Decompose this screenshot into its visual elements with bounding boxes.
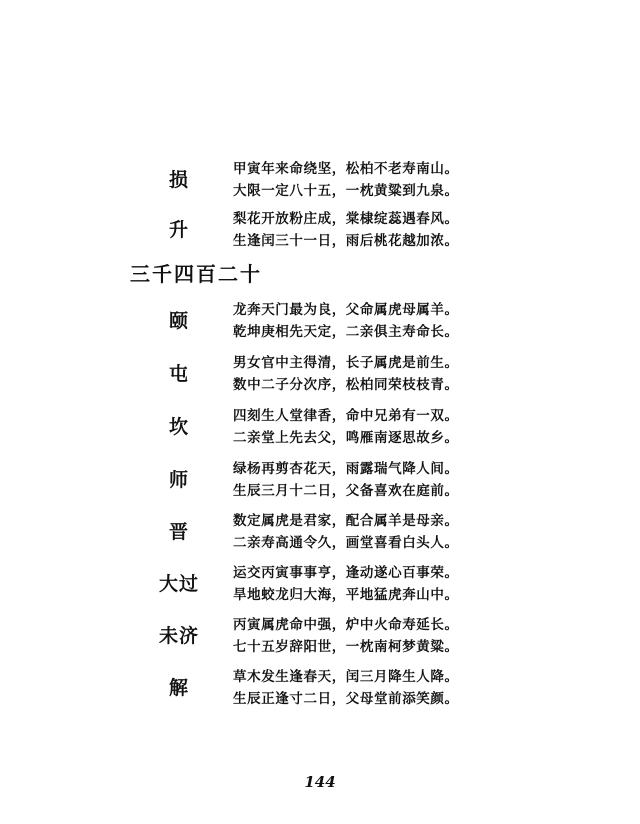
hexagram-name: 损 [168,169,189,191]
verse-line-1: 四刻生人堂律香，命中兄弟有一双。 [233,408,459,424]
verse-line-2: 数中二子分次序，松柏同荣枝枝青。 [233,377,459,393]
verse-line-2: 生逢闰三十一日，雨后桃花越加浓。 [233,233,459,249]
hexagram-name: 升 [168,219,189,241]
verse-line-2: 二亲寿高通令久，画堂喜看白头人。 [233,535,459,551]
verse-line-2: 生辰三月十二日，父备喜欢在庭前。 [233,483,459,499]
hexagram-name: 未济 [158,625,199,647]
hexagram-name: 屯 [168,363,189,385]
verse-line-2: 旱地蛟龙归大海，平地猛虎奔山中。 [233,587,459,603]
verse-line-2: 生辰正逢寸二日，父母堂前添笑颜。 [233,691,459,707]
verse-line-1: 龙奔天门最为良，父命属虎母属羊。 [233,302,459,318]
hexagram-name: 大过 [158,573,199,595]
verse-line-1: 绿杨再剪杏花天，雨露瑞气降人间。 [233,461,459,477]
verse-entry-kan [0,404,640,448]
verse-line-1: 丙寅属虎命中强，炉中火命寿延长。 [233,617,459,633]
verse-line-2: 乾坤庚相先天定，二亲俱主寿命长。 [233,324,459,340]
verse-line-2: 大限一定八十五，一枕黄粱到九泉。 [233,183,459,199]
verse-entry-sun [0,157,640,201]
hexagram-name: 解 [168,677,189,699]
verse-line-1: 甲寅年来命绕坚，松柏不老寿南山。 [233,161,459,177]
verse-entry-xie [0,665,640,709]
verse-entry-daguo [0,561,640,605]
page-number: 144 [304,773,336,791]
verse-entry-shi [0,457,640,501]
verse-line-2: 七十五岁辞阳世，一枕南柯梦黄粱。 [233,639,459,655]
verse-line-1: 梨花开放粉庄成，棠棣绽蕊遇春风。 [233,211,459,227]
hexagram-name: 坎 [168,416,189,438]
verse-line-1: 草木发生逢春天，闰三月降生人降。 [233,669,459,685]
verse-entry-zhun [0,351,640,395]
verse-line-1: 男女官中主得清，长子属虎是前生。 [233,355,459,371]
hexagram-name: 晋 [168,521,189,543]
verse-line-1: 运交丙寅事事亨，逢动遂心百事荣。 [233,565,459,581]
verse-entry-weiji [0,613,640,657]
verse-entry-yi [0,298,640,342]
verse-line-2: 二亲堂上先去父，鸣雁南逐思故乡。 [233,430,459,446]
hexagram-name: 颐 [168,310,189,332]
hexagram-name: 师 [168,469,189,491]
verse-entry-jin [0,509,640,553]
section-heading: 三千四百二十 [130,262,262,286]
verse-line-1: 数定属虎是君家，配合属羊是母亲。 [233,513,459,529]
verse-entry-sheng [0,207,640,251]
